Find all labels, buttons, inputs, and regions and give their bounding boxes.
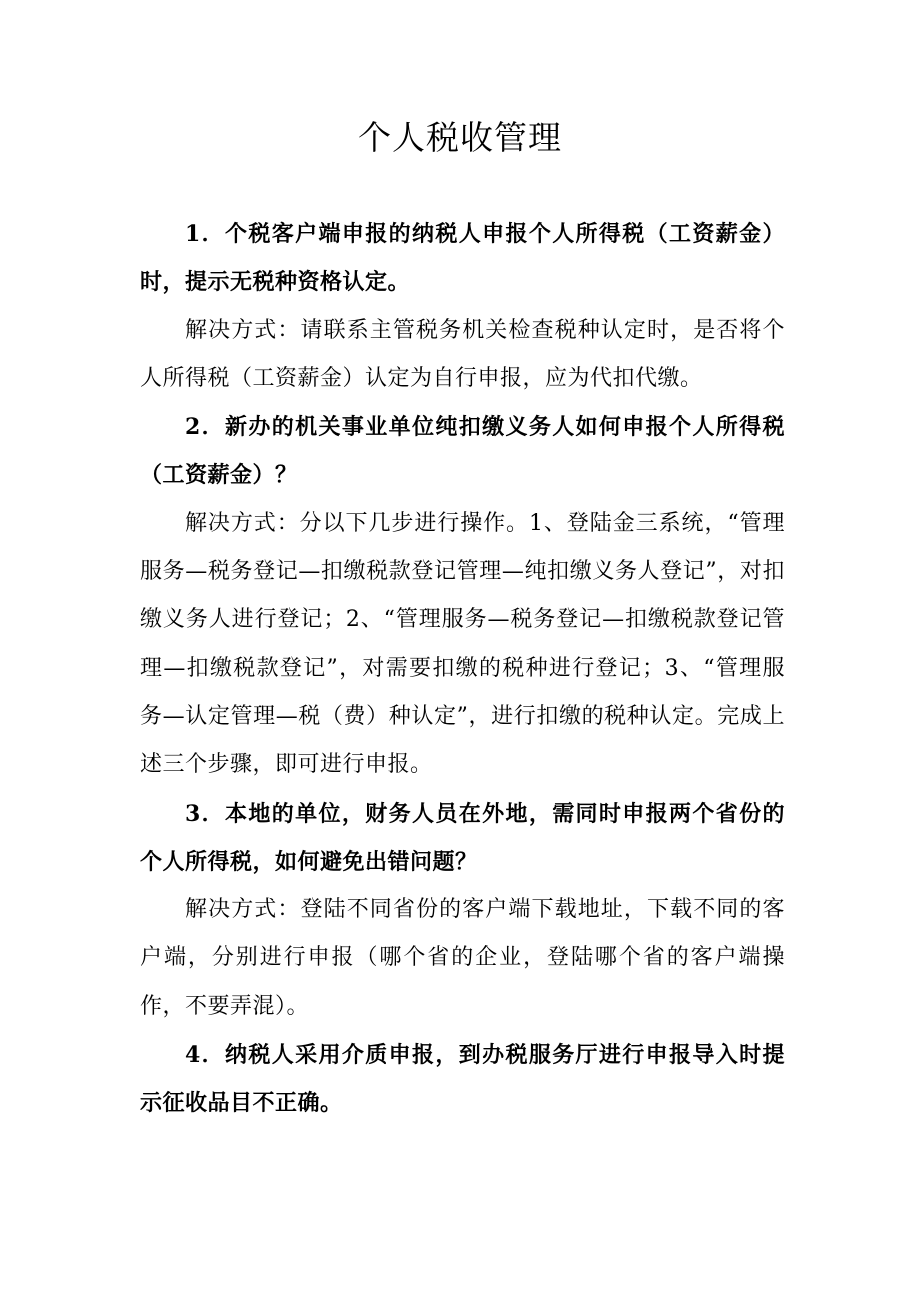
question-1: 1．个税客户端申报的纳税人申报个人所得税（工资薪金）时，提示无税种资格认定。 — [140, 221, 785, 296]
answer-3: 解决方式：登陆不同省份的客户端下载地址，下载不同的客户端，分别进行申报（哪个省的企业，登陆哪个省的客户端操作，不要弄混）。 — [140, 897, 785, 1019]
answer-1: 解决方式：请联系主管税务机关检查税种认定时，是否将个人所得税（工资薪金）认定为自行申报，应为代扣代缴。 — [140, 317, 785, 391]
document-body — [140, 210, 785, 1128]
question-3: 3．本地的单位，财务人员在外地，需同时申报两个省份的个人所得税，如何避免出错问题？ — [140, 800, 785, 875]
question-2: 2．新办的机关事业单位纯扣缴义务人如何申报个人所得税（工资薪金）？ — [140, 414, 785, 489]
answer-2: 解决方式：分以下几步进行操作。1、登陆金三系统，“管理服务—税务登记—扣缴税款登记管理—纯扣缴义务人登记”，对扣缴义务人进行登记；2、“管理服务—税务登记—扣缴税款登记管理—扣缴税款登记”，对需要扣缴的税种进行登记；3、“管理服务—认定管理—税（费）种认定”，进行扣缴的税种认定。完成上述三个步骤，即可进行申报。 — [140, 510, 785, 778]
question-4: 4．纳税人采用介质申报，到办税服务厅进行申报导入时提示征收品目不正确。 — [140, 1042, 785, 1117]
page-title: 个人税收管理 — [358, 118, 562, 157]
